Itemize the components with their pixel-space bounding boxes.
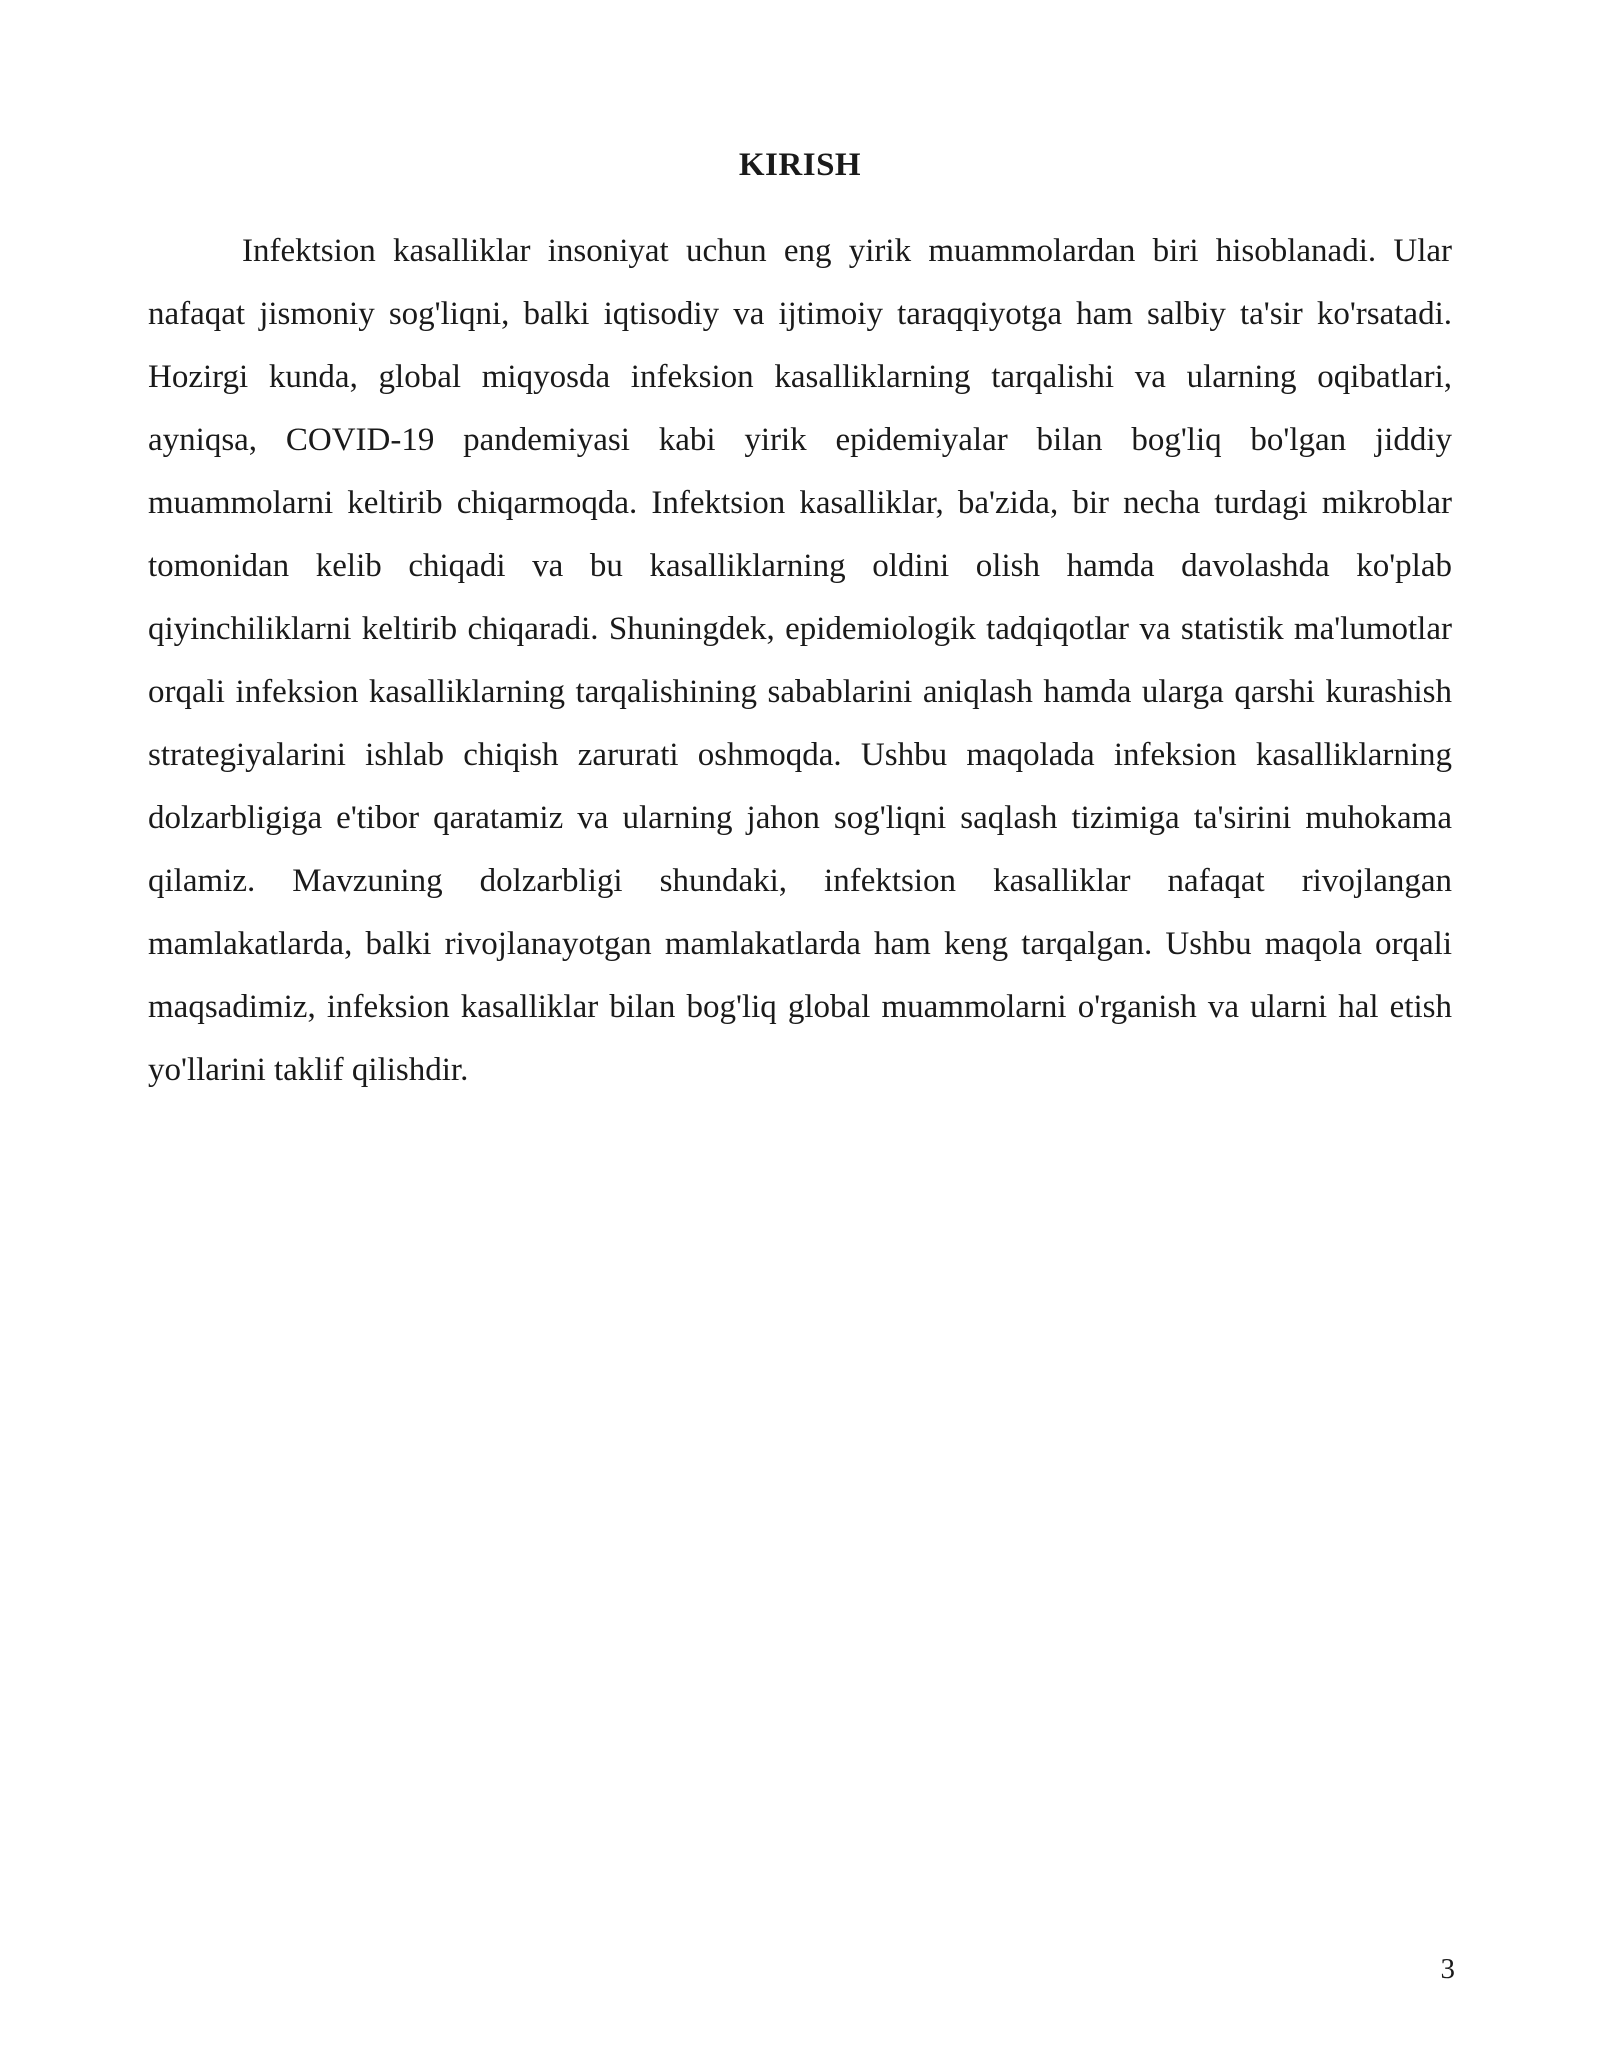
section-heading: KIRISH bbox=[738, 147, 862, 183]
page-number: 3 bbox=[1440, 1953, 1455, 1985]
body-paragraph: Infektsion kasalliklar insoniyat uchun eng yirik muammolardan biri hisoblanadi. Ular nafaqat jismoniy sog'liqni, balki iqtisodiy va ijtimoiy taraqqiyotga ham salbiy ta'sir ko'rsatadi. Hozirgi kunda, global miqyosda infeksion kasalliklarning tarqalishi va ularning oqibatlari, ayniqsa, COVID-19 pandemiyasi kabi yirik epidemiyalar bilan bog'liq bo'lgan jiddiy muammolarni keltirib chiqarmoqda. Infektsion kasalliklar, ba'zida, bir necha turdagi mikroblar tomonidan kelib chiqadi va bu kasalliklarning oldini olish hamda davolashda ko'plab qiyinchiliklarni keltirib chiqaradi. Shuningdek, epidemiologik tadqiqotlar va statistik ma'lumotlar orqali infeksion kasalliklarning tarqalishining sabablarini aniqlash hamda ularga qarshi kurashish strategiyalarini ishlab chiqish zarurati oshmoqda. Ushbu maqolada infeksion kasalliklarning dolzarbligiga e'tibor qaratamiz va ularning jahon sog'liqni saqlash tizimiga ta'sirini muhokama qilamiz. Mavzuning dolzarbligi shundaki, infektsion kasalliklar nafaqat rivojlangan mamlakatlarda, balki rivojlanayotgan mamlakatlarda ham keng tarqalgan. Ushbu maqola orqali maqsadimiz, infeksion kasalliklar bilan bog'liq global muammolarni o'rganish va ularni hal etish yo'llarini taklif qilishdir. bbox=[148, 233, 1452, 1088]
